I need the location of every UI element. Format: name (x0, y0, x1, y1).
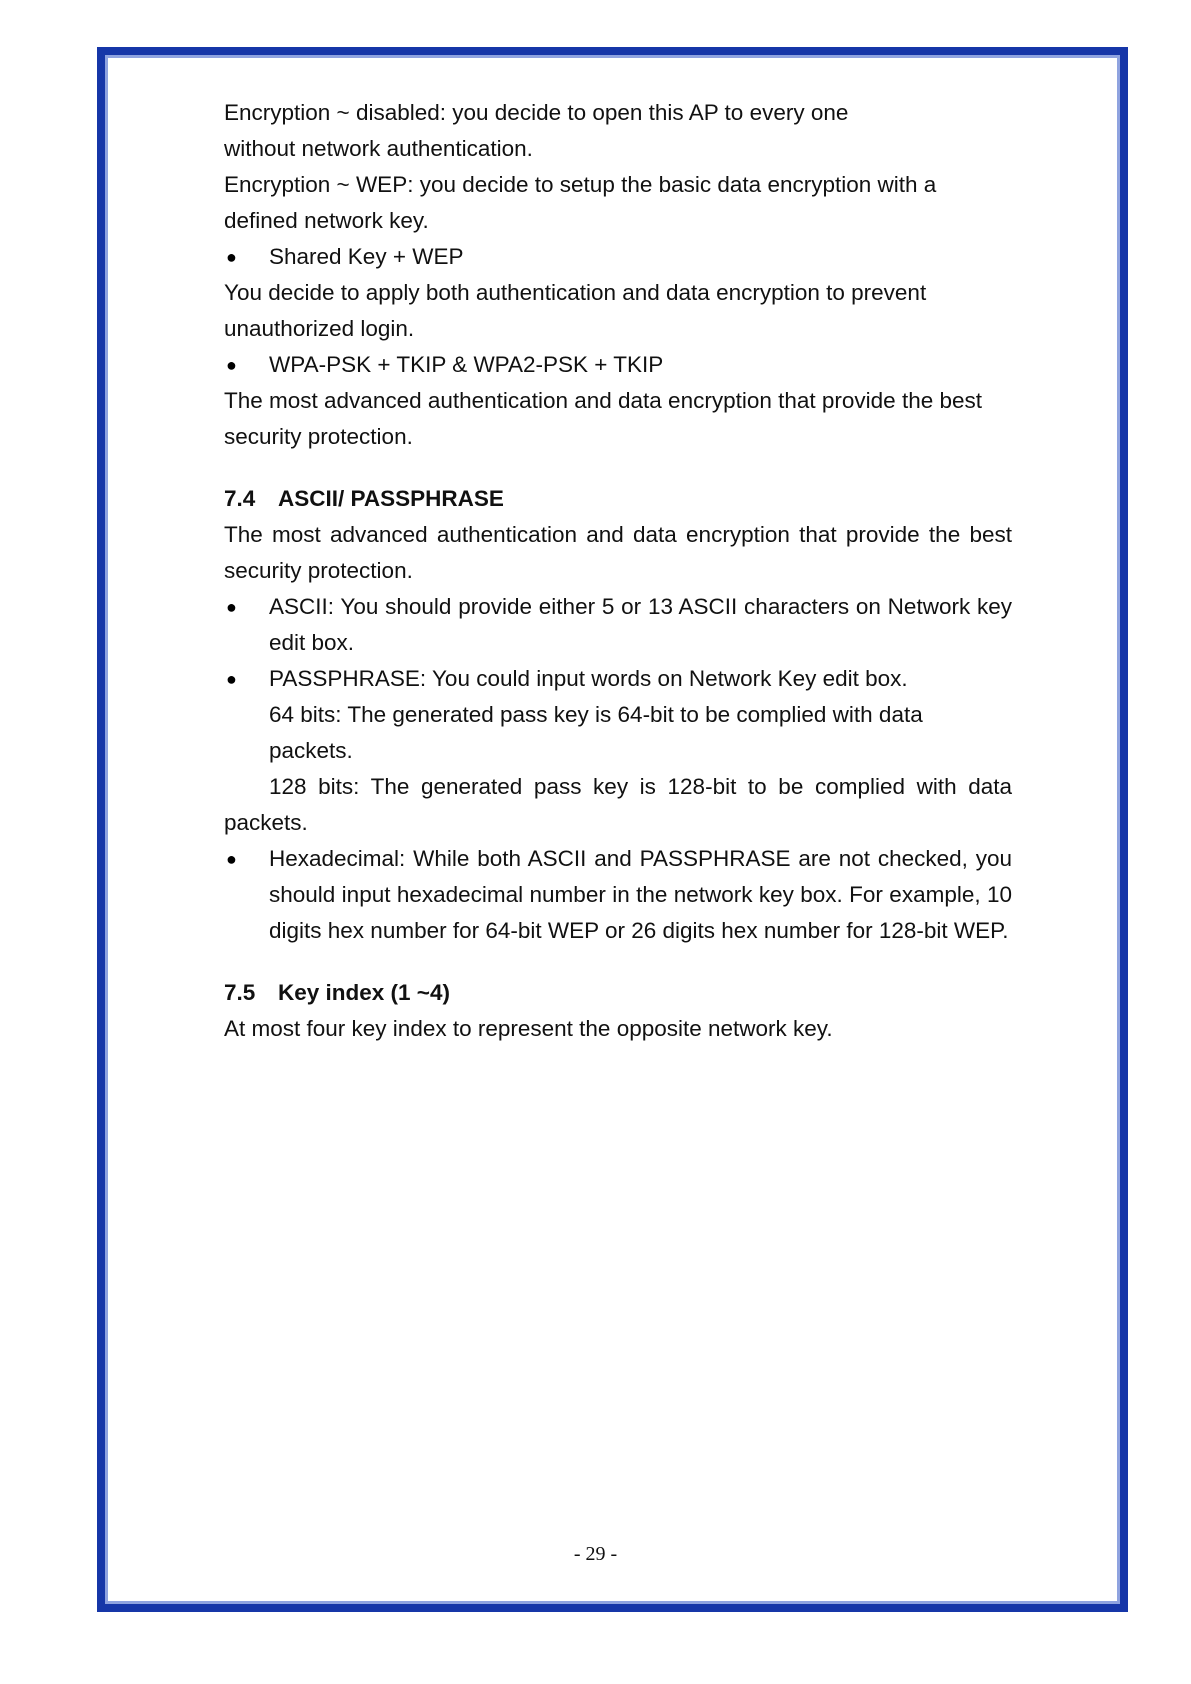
bullet-text: ASCII: You should provide either 5 or 13 ASCII characters on Network key edit box. (269, 594, 1012, 655)
bullet-text: WPA-PSK + TKIP & WPA2-PSK + TKIP (269, 352, 664, 377)
text-line: Encryption ~ WEP: you decide to setup the basic data encryption with a (224, 172, 937, 197)
bullet-dot-icon: ● (226, 597, 237, 617)
section-number: 7.4 (224, 486, 256, 511)
page-content (224, 95, 1012, 1047)
page-number: - 29 - (573, 1543, 618, 1565)
text-line: packets. (224, 810, 308, 835)
bullet-dot-icon: ● (226, 669, 237, 689)
text-line: unauthorized login. (224, 316, 415, 341)
text-line: 64 bits: The generated pass key is 64-bit to be complied with data packets. (269, 702, 923, 763)
bullet-item (224, 347, 1012, 383)
paragraph: The most advanced authentication and data encryption that provide the best security protection. (224, 522, 1012, 583)
section-title: Key index (1 ~4) (278, 980, 450, 1005)
section-heading (224, 975, 1012, 1011)
text-line: You decide to apply both authentication and data encryption to prevent (224, 280, 927, 305)
paragraph: At most four key index to represent the opposite network key. (224, 1016, 833, 1041)
section-title: ASCII/ PASSPHRASE (278, 486, 504, 511)
bullet-text: Hexadecimal: While both ASCII and PASSPHRASE are not checked, you should input hexadecimal number in the network key box. For example, 10 digits hex number for 64-bit WEP or 26 digits hex number for 128-bit WEP. (269, 846, 1012, 943)
text-line: The most advanced authentication and data encryption that provide the best (224, 388, 983, 413)
bullet-dot-icon: ● (226, 247, 237, 267)
bullet-text: PASSPHRASE: You could input words on Network Key edit box. (269, 666, 908, 691)
text-line: defined network key. (224, 208, 429, 233)
text-line: Encryption ~ disabled: you decide to open this AP to every one (224, 100, 849, 125)
bullet-item (224, 239, 1012, 275)
bullet-dot-icon: ● (226, 849, 237, 869)
text-line: without network authentication. (224, 136, 533, 161)
bullet-item (224, 661, 1012, 697)
bullet-item (224, 841, 1012, 949)
section-number: 7.5 (224, 980, 256, 1005)
text-line: security protection. (224, 424, 413, 449)
text-line: 128 bits: The generated pass key is 128-bit to be complied with data (269, 774, 1012, 799)
bullet-dot-icon: ● (226, 355, 237, 375)
section-heading (224, 481, 1012, 517)
bullet-item (224, 589, 1012, 661)
bullet-text: Shared Key + WEP (269, 244, 464, 269)
